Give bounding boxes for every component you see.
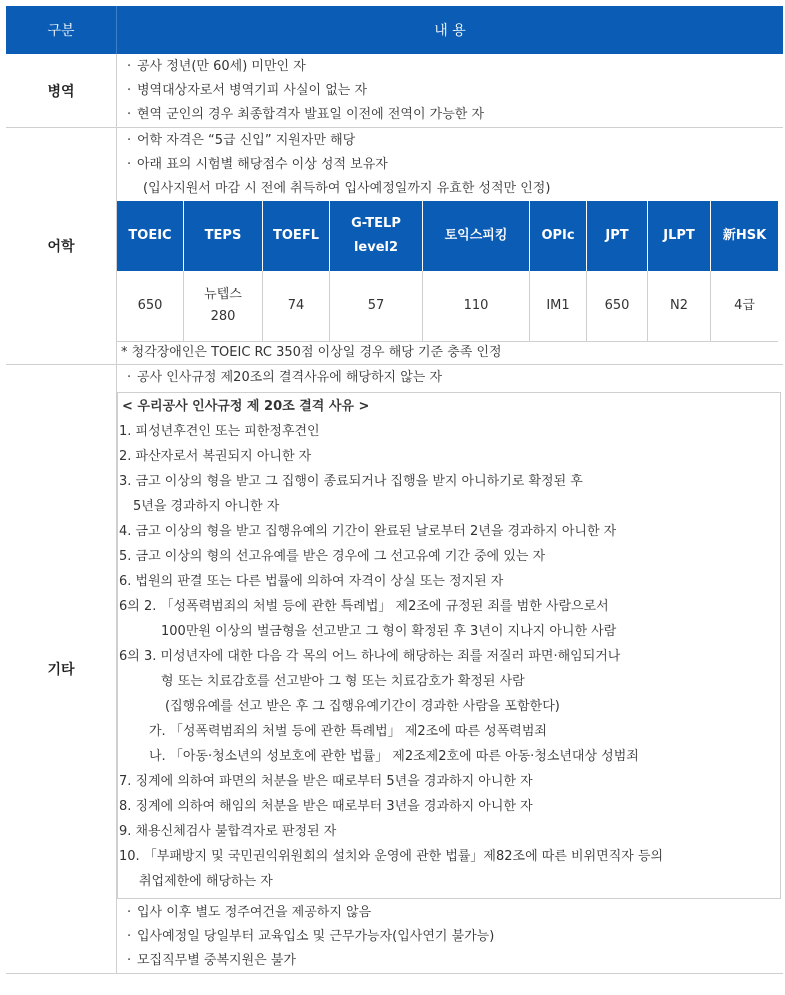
disq-line-6-2-cont: 100만원 이상의 벌금형을 선고받고 그 형이 확정된 후 3년이 지나지 아니한 사람 <box>161 624 617 639</box>
military-item-2: · 병역대상자로서 병역기피 사실이 없는 자 <box>127 83 368 98</box>
lang-header-opic: OPIc <box>530 201 587 271</box>
lang-value-jpt: 650 <box>587 271 648 342</box>
language-row <box>6 128 783 365</box>
disq-line-9: 9. 채용신체검사 불합격자로 판정된 자 <box>119 824 337 839</box>
disq-line-6-3-note: (집행유예를 선고 받은 후 그 집행유예기간이 경과한 사람을 포함한다) <box>165 699 560 714</box>
disq-line-8: 8. 징계에 의하여 해임의 처분을 받은 때로부터 3년을 경과하지 아니한 자 <box>119 799 533 814</box>
lang-value-jlpt: N2 <box>648 271 711 342</box>
lang-header-teps: TEPS <box>184 201 263 271</box>
other-tail-1: · 입사 이후 별도 정주여건을 제공하지 않음 <box>127 905 372 920</box>
disq-line-3: 3. 금고 이상의 형을 받고 그 집행이 종료되거나 집행을 받지 아니하기로 확정된 후 <box>119 474 583 489</box>
lang-value-toefl: 74 <box>263 271 330 342</box>
lang-value-gtelp: 57 <box>330 271 423 342</box>
header-category: 구분 <box>6 6 117 54</box>
lang-header-gtelp: G-TELP level2 <box>330 201 423 271</box>
other-intro: · 공사 인사규정 제20조의 결격사유에 해당하지 않는 자 <box>127 370 443 385</box>
language-note: * 청각장애인은 TOEIC RC 350점 이상일 경우 해당 기준 충족 인정 <box>121 345 502 360</box>
lang-header-jpt: JPT <box>587 201 648 271</box>
disq-line-6-3-cont: 형 또는 치료감호를 선고받아 그 형 또는 치료감호가 확정된 사람 <box>161 674 525 689</box>
disq-line-6-3: 6의 3. 미성년자에 대한 다음 각 목의 어느 하나에 해당하는 죄를 저질러 파면·해임되거나 <box>119 649 621 664</box>
disq-line-6-3-ga: 가. 「성폭력범죄의 처벌 등에 관한 특례법」 제2조에 따른 성폭력범죄 <box>149 724 547 739</box>
requirements-page <box>6 6 783 974</box>
disq-line-5: 5. 금고 이상의 형의 선고유예를 받은 경우에 그 선고유예 기간 중에 있는 자 <box>119 549 546 564</box>
requirements-table <box>6 6 783 974</box>
lang-value-toeic-speaking: 110 <box>423 271 530 342</box>
disq-line-6: 6. 법원의 판결 또는 다른 법률에 의하여 자격이 상실 또는 정지된 자 <box>119 574 504 589</box>
disq-line-10-cont: 취업제한에 해당하는 자 <box>139 874 273 889</box>
other-tail-2: · 입사예정일 당일부터 교육입소 및 근무가능자(입사연기 불가능) <box>127 929 495 944</box>
language-label: 어학 <box>6 128 117 365</box>
language-sub: (입사지원서 마감 시 전에 취득하여 입사예정일까지 유효한 성적만 인정) <box>143 181 551 196</box>
lang-header-toeic: TOEIC <box>117 201 184 271</box>
military-label: 병역 <box>6 54 117 128</box>
disq-line-1: 1. 피성년후견인 또는 피한정후견인 <box>119 424 320 439</box>
language-item-2: · 아래 표의 시험별 해당점수 이상 성적 보유자 <box>127 157 388 172</box>
lang-value-toeic: 650 <box>117 271 184 342</box>
lang-value-hsk: 4급 <box>711 271 779 342</box>
disq-line-6-3-na: 나. 「아동·청소년의 성보호에 관한 법률」 제2조제2호에 따른 아동·청소년대상 성범죄 <box>149 749 639 764</box>
language-score-table <box>117 201 778 342</box>
disq-line-4: 4. 금고 이상의 형을 받고 집행유예의 기간이 완료된 날로부터 2년을 경과하지 아니한 자 <box>119 524 617 539</box>
disq-line-10: 10. 「부패방지 및 국민권익위원회의 설치와 운영에 관한 법률」제82조에 따른 비위면직자 등의 <box>119 849 664 864</box>
other-row <box>6 365 783 974</box>
lang-value-teps: 뉴텝스 280 <box>184 271 263 342</box>
disqualification-box <box>117 392 781 899</box>
lang-header-toefl: TOEFL <box>263 201 330 271</box>
other-label: 기타 <box>6 365 117 974</box>
disq-line-3-cont: 5년을 경과하지 아니한 자 <box>133 499 280 514</box>
language-item-1: · 어학 자격은 “5급 신입” 지원자만 해당 <box>127 133 356 148</box>
disq-line-7: 7. 징계에 의하여 파면의 처분을 받은 때로부터 5년을 경과하지 아니한 자 <box>119 774 533 789</box>
lang-header-jlpt: JLPT <box>648 201 711 271</box>
disq-line-6-2: 6의 2. 「성폭력범죄의 처벌 등에 관한 특례법」 제2조에 규정된 죄를 범한 사람으로서 <box>119 599 609 614</box>
language-value-row <box>117 271 778 342</box>
lang-value-opic: IM1 <box>530 271 587 342</box>
disqualification-title: < 우리공사 인사규정 제 20조 결격 사유 > <box>122 399 370 414</box>
other-tail-3: · 모집직무별 중복지원은 불가 <box>127 953 296 968</box>
disq-line-2: 2. 파산자로서 복권되지 아니한 자 <box>119 449 312 464</box>
header-row <box>6 6 783 54</box>
lang-header-hsk: 新HSK <box>711 201 779 271</box>
language-header-row <box>117 201 778 271</box>
military-item-1: · 공사 정년(만 60세) 미만인 자 <box>127 59 306 74</box>
military-row <box>6 54 783 128</box>
header-content: 내 용 <box>117 6 784 54</box>
military-item-3: · 현역 군인의 경우 최종합격자 발표일 이전에 전역이 가능한 자 <box>127 107 485 122</box>
lang-header-toeic-speaking: 토익스피킹 <box>423 201 530 271</box>
